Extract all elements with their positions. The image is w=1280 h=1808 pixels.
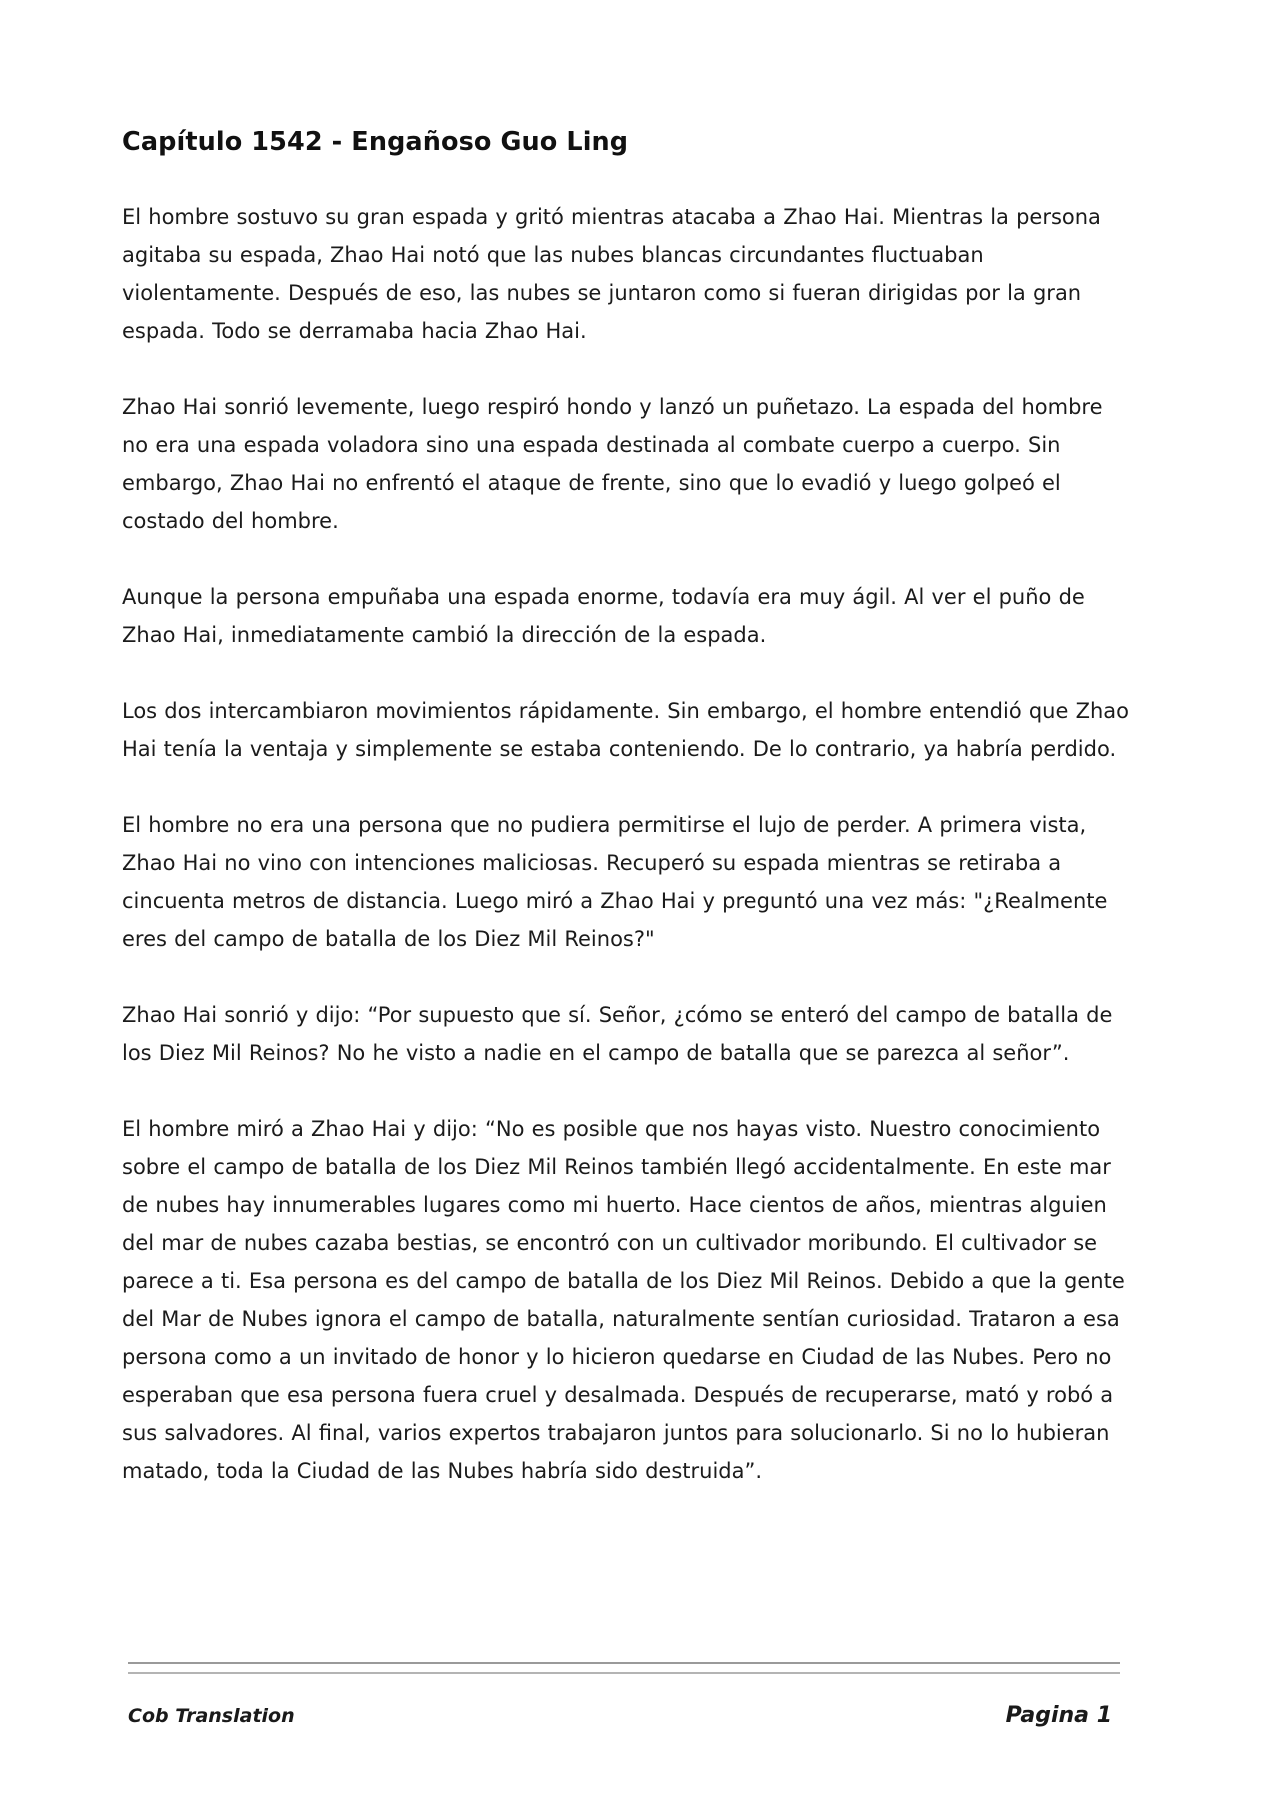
chapter-title: Capítulo 1542 - Engañoso Guo Ling [122, 127, 629, 157]
paragraph-6: Zhao Hai sonrió y dijo: “Por supuesto que sí. Señor, ¿cómo se enteró del campo de batalla de los Diez Mil Reinos? No he visto a nadie en el campo de batalla que se parezca al señor”. [122, 1003, 1113, 1065]
footer-translator-credit: Cob Translation [128, 1705, 295, 1727]
paragraph-1: El hombre sostuvo su gran espada y gritó mientras atacaba a Zhao Hai. Mientras la persona agitaba su espada, Zhao Hai notó que las nubes blancas circundantes fluctuaban violentamente. Después de eso, las nubes se juntaron como si fueran dirigidas por la gran espada. Todo se derramaba hacia Zhao Hai. [122, 205, 1101, 343]
paragraph-4: Los dos intercambiaron movimientos rápidamente. Sin embargo, el hombre entendió que Zhao Hai tenía la ventaja y simplemente se estaba conteniendo. De lo contrario, ya habría perdido. [122, 699, 1129, 761]
footer-page-number: Pagina 1 [1005, 1703, 1112, 1728]
footer-divider-top [128, 1662, 1120, 1664]
paragraph-2: Zhao Hai sonrió levemente, luego respiró hondo y lanzó un puñetazo. La espada del hombre no era una espada voladora sino una espada destinada al combate cuerpo a cuerpo. Sin embargo, Zhao Hai no enfrentó el ataque de frente, sino que lo evadió y luego golpeó el costado del hombre. [122, 395, 1103, 533]
paragraph-7: El hombre miró a Zhao Hai y dijo: “No es posible que nos hayas visto. Nuestro conocimiento sobre el campo de batalla de los Diez Mil Reinos también llegó accidentalmente. En este mar de nubes hay innumerables lugares como mi huerto. Hace cientos de años, mientras alguien del mar de nubes cazaba bestias, se encontró con un cultivador moribundo. El cultivador se parece a ti. Esa persona es del campo de batalla de los Diez Mil Reinos. Debido a que la gente del Mar de Nubes ignora el campo de batalla, naturalmente sentían curiosidad. Trataron a esa persona como a un invitado de honor y lo hicieron quedarse en Ciudad de las Nubes. Pero no esperaban que esa persona fuera cruel y desalmada. Después de recuperarse, mató y robó a sus salvadores. Al final, varios expertos trabajaron juntos para solucionarlo. Si no lo hubieran matado, toda la Ciudad de las Nubes habría sido destruida”. [122, 1117, 1125, 1483]
paragraph-5: El hombre no era una persona que no pudiera permitirse el lujo de perder. A primera vista, Zhao Hai no vino con intenciones maliciosas. Recuperó su espada mientras se retiraba a cincuenta metros de distancia. Luego miró a Zhao Hai y preguntó una vez más: "¿Realmente eres del campo de batalla de los Diez Mil Reinos?" [122, 813, 1108, 951]
paragraph-3: Aunque la persona empuñaba una espada enorme, todavía era muy ágil. Al ver el puño de Zhao Hai, inmediatamente cambió la dirección de la espada. [122, 585, 1085, 647]
footer-divider-bottom [128, 1672, 1120, 1674]
page-content [122, 122, 1132, 1528]
